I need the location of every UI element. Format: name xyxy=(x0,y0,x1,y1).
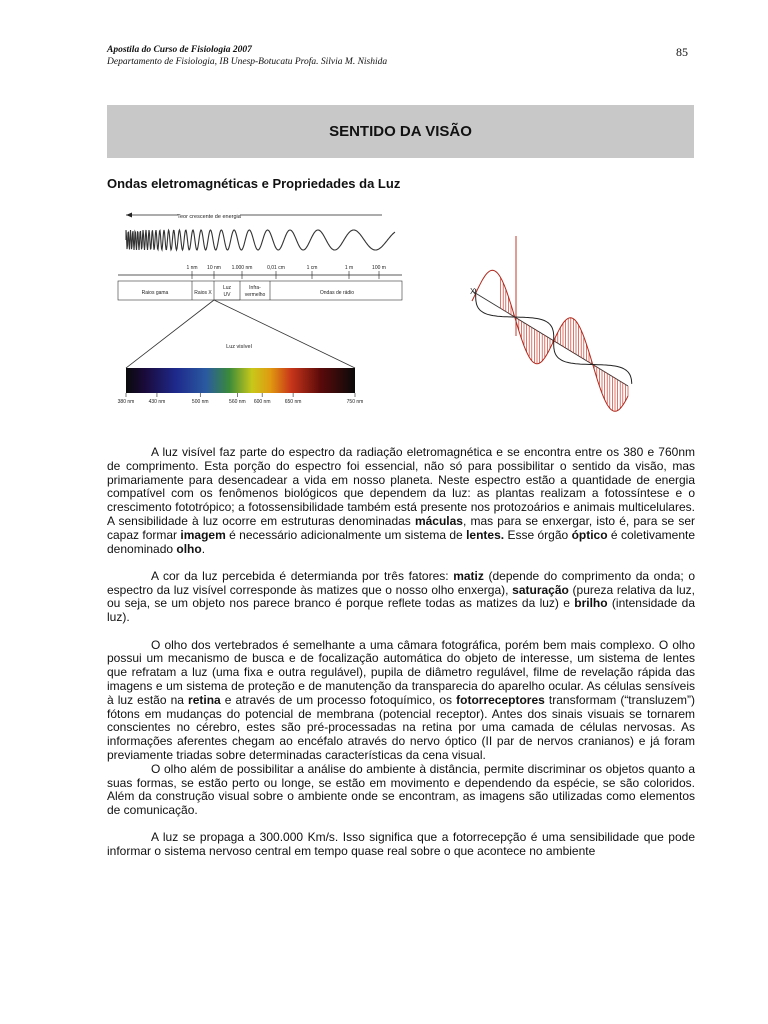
bold-term: olho xyxy=(176,541,202,556)
text-run: (intensidade da luz). xyxy=(107,596,695,625)
paragraph-2 xyxy=(107,570,695,625)
page-title: SENTIDO DA VISÃO xyxy=(329,123,472,140)
visible-light-label: Luz visível xyxy=(226,344,252,350)
scale-tick-label: 10 nm xyxy=(207,265,221,271)
wavelength-tick-label: 560 nm xyxy=(229,399,246,405)
wavelength-tick-label: 380 nm xyxy=(117,399,135,405)
funnel-line-left xyxy=(126,300,214,368)
text-run: Esse órgão xyxy=(504,527,572,542)
wavelength-tick-label: 430 nm xyxy=(148,399,166,405)
paragraph-3 xyxy=(107,639,695,763)
bold-term: lentes. xyxy=(466,527,505,542)
text-run: A luz se propaga a 300.000 Km/s. Isso significa que a fotorrecepção é uma sensibilidade que pode informar o sistema nervoso central em tempo quase real sobre o que acontece no ambiente xyxy=(107,830,695,859)
wavelength-tick-label: 600 nm xyxy=(253,399,271,405)
magnetic-field-envelope xyxy=(476,289,632,384)
band-label: Ondas de rádio xyxy=(319,290,355,296)
band-label-line: Infra- xyxy=(249,285,261,291)
wave-fields xyxy=(472,270,632,411)
section-heading: Ondas eletromagnéticas e Propriedades da Luz xyxy=(107,176,401,191)
paragraph-5 xyxy=(107,831,695,859)
axis-label-x: X xyxy=(470,287,476,296)
text-run: O olho dos vertebrados é semelhante a uma câmara fotográfica, porém bem mais complexo. O olho possui um mecanismo de busca e de focalização automática do objeto de interesse, um sistema de lentes que refratam a luz (uma fixa e outra regulável), pupila de diâmetro regulável, filme de revelação rápida das imagens e um sistema de proteção e de manutenção da transparecia do aparelho ocular. As células sensíveis à luz estão na xyxy=(107,637,695,707)
paragraph-4 xyxy=(107,763,695,818)
bold-term: óptico xyxy=(571,527,608,542)
wavelength-tick-label: 650 nm xyxy=(284,399,302,405)
band-label: Raios X xyxy=(194,290,212,296)
title-banner xyxy=(107,105,694,158)
department-line: Departamento de Fisiologia, IB Unesp-Botucatu Profa. Silvia M. Nishida xyxy=(107,57,388,67)
page-number: 85 xyxy=(676,45,688,59)
text-run: e através de um processo fotoquímico, os xyxy=(220,692,457,707)
wavelength-tick-label: 500 nm xyxy=(191,399,209,405)
band-label: Raios gama xyxy=(141,290,169,296)
bold-term: imagem xyxy=(180,527,226,542)
scale-ticks xyxy=(186,265,386,279)
visible-spectrum-bar xyxy=(126,368,355,393)
text-run: é coletivamente denominado xyxy=(107,527,695,556)
band-label-line: vermelho xyxy=(244,292,266,298)
scale-tick-label: 1.000 nm xyxy=(231,265,253,271)
band-label-line: Luz xyxy=(222,285,232,291)
em-wave-figure xyxy=(468,236,638,418)
scale-tick-label: 0,01 cm xyxy=(267,265,285,271)
electromagnetic-spectrum-figure xyxy=(112,200,412,415)
text-run: (depende do comprimento da onda; o espectro da luz visível corresponde às matizes que o nosso olho enxerga), xyxy=(107,568,695,597)
scale-tick-label: 1 nm xyxy=(186,265,198,271)
text-run: (pureza relativa da luz, ou seja, se um objeto nos parece branco é porque reflete todas as matizes da luz) e xyxy=(107,582,695,611)
text-run: A cor da luz percebida é determianda por três fatores: xyxy=(151,568,454,583)
band-label-line: UV xyxy=(223,292,231,298)
scale-tick-label: 1 cm xyxy=(306,265,318,271)
wavelength-ticks xyxy=(118,393,364,405)
wavelength-tick-label: 750 nm xyxy=(346,399,364,405)
scale-tick-label: 100 m xyxy=(372,265,386,271)
spectrum-wave xyxy=(126,230,395,250)
text-run: . xyxy=(201,541,206,556)
text-run: A luz visível faz parte do espectro da radiação eletromagnética e se encontra entre os 380 e 760nm de comprimento. Esta porção do espectro foi essencial, não só para possibilitar o sentido da visão, mas primariamente para desencadear a vida em nosso planeta. Neste espectro estão a quantidade de energia compatível com os fenômenos biológicos que dependem da luz: as plantas realizam a fotossíntese e o crescimento fototrópico; a fotossensibilidade também está presente nos protozoários e animais multicelulares. A sensibilidade à luz ocorre em estruturas denominadas xyxy=(107,445,695,528)
bold-term: saturação xyxy=(512,582,569,597)
text-run: transformam (“transluzem”) fótons em mudanças do potencial de membrana (potencial receptor). Antes dos sinais visuais se tornarem conscientes no cérebro, estes são pré-processadas na retina por uma camada de células nervosas. As informações aferentes chegam ao encéfalo através do nervo óptico (II par de nervos cranianos) e já foram previamente triadas sobre determinadas características da cena visual. xyxy=(107,692,695,762)
bold-term: retina xyxy=(188,692,221,707)
scale-tick-label: 1 m xyxy=(344,265,354,271)
band-labels xyxy=(142,281,355,300)
body-text xyxy=(107,446,695,873)
text-run: , mas para se enxergar, isto é, para se ser capaz formar xyxy=(107,513,696,542)
text-run: é necessário adicionalmente um sistema de xyxy=(225,527,467,542)
bold-term: máculas xyxy=(414,513,463,528)
running-header xyxy=(107,44,387,68)
bold-term: matiz xyxy=(453,568,484,583)
bold-term: brilho xyxy=(574,596,608,611)
paragraph-1 xyxy=(107,446,695,556)
bold-term: fotorreceptores xyxy=(456,692,545,707)
course-title: Apostila do Curso de Fisiologia 2007 xyxy=(107,45,252,55)
energy-label: Teor crescente de energia xyxy=(177,214,241,220)
funnel-line-right xyxy=(214,300,355,368)
text-run: O olho além de possibilitar a análise do ambiente à distância, permite discriminar os objetos quanto a suas formas, se estão perto ou longe, se estão em movimento e dependendo da espécie, se são coloridos. Além da construção visual sobre o ambiente onde se encontram, as imagens são utilizadas como elementos de comunicação. xyxy=(107,761,695,818)
